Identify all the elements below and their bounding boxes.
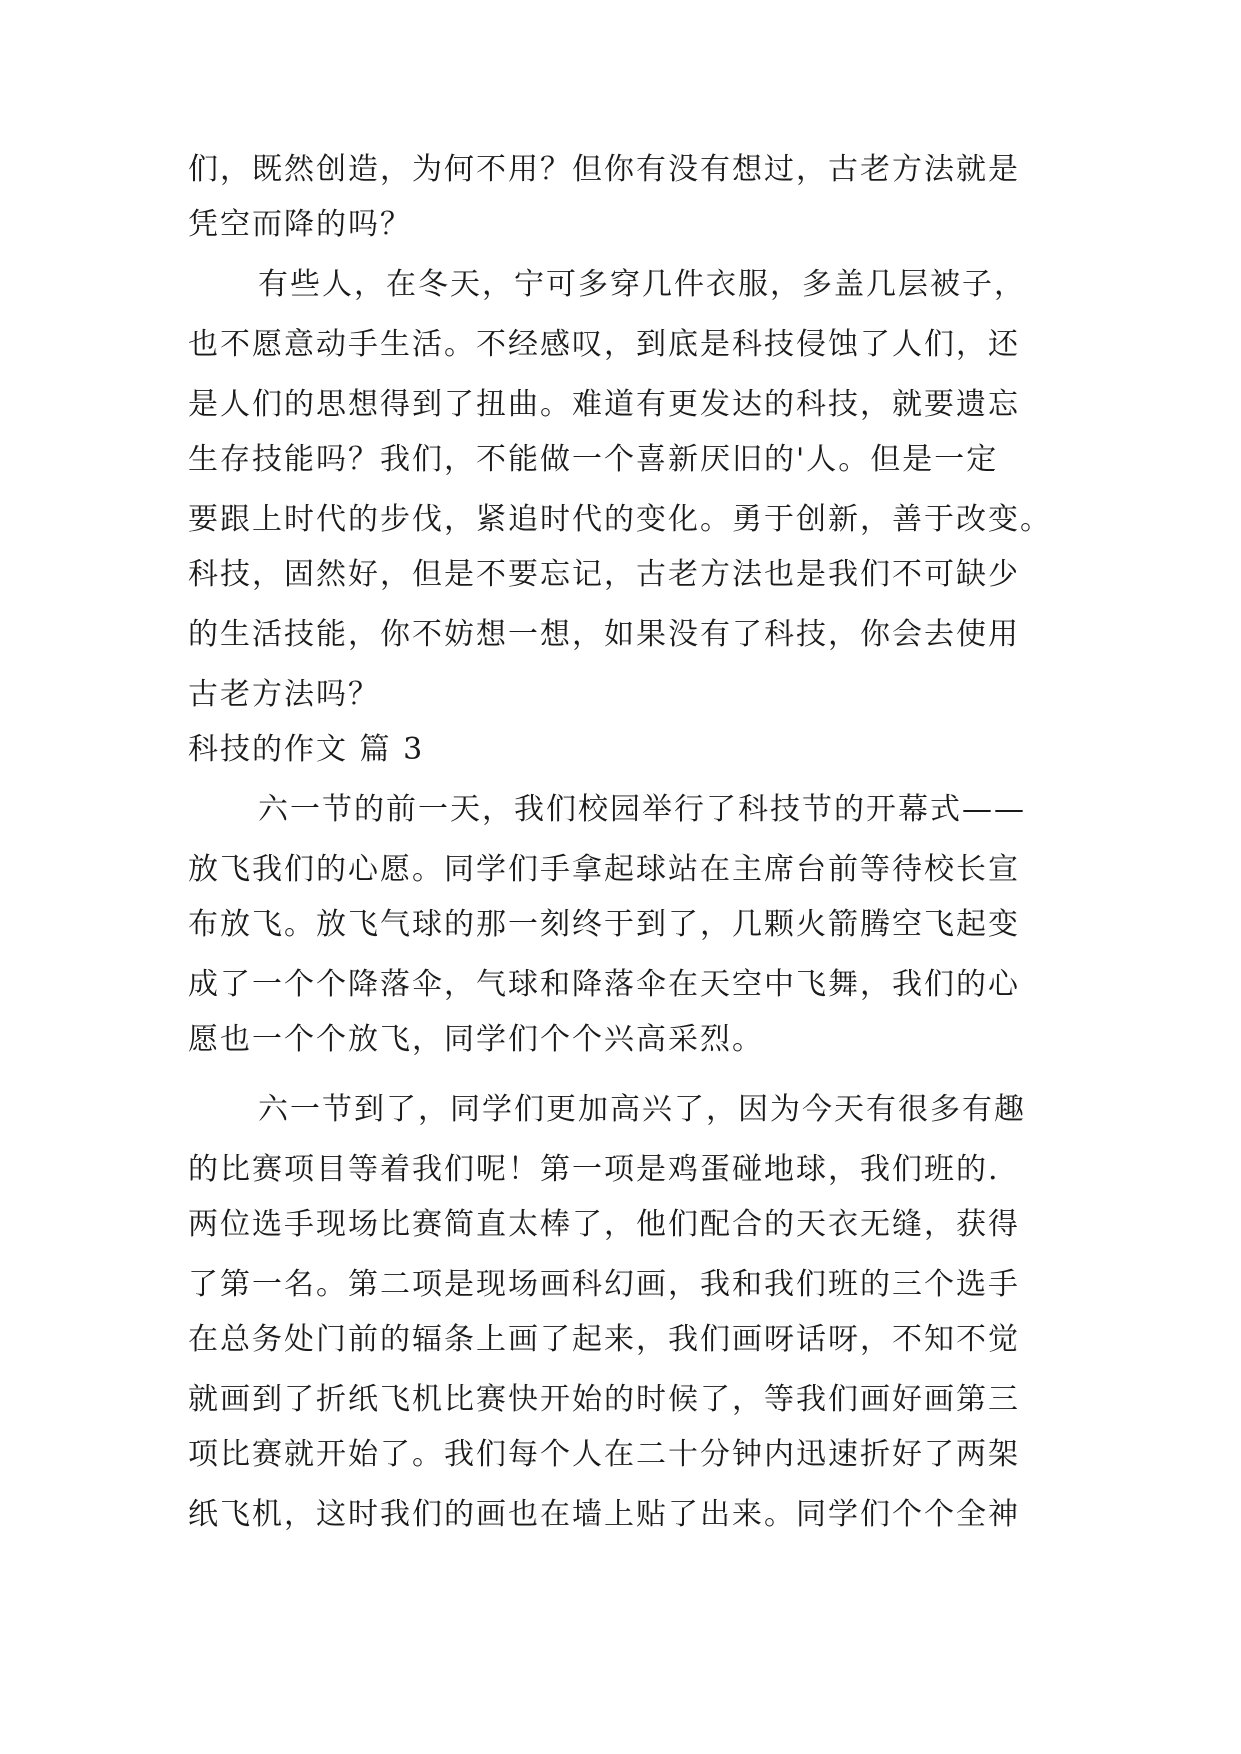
text-line: 们，既然创造，为何不用？但你有没有想过，古老方法就是 [188, 152, 1020, 187]
text-line: 科技，固然好，但是不要忘记，古老方法也是我们不可缺少 [188, 557, 1020, 592]
text-line: 也不愿意动手生活。不经感叹，到底是科技侵蚀了人们，还 [188, 327, 1020, 362]
text-line: 在总务处门前的辐条上画了起来，我们画呀话呀，不知不觉 [188, 1322, 1020, 1357]
section-heading: 科技的作文 篇 3 [188, 732, 425, 767]
text-line: 生存技能吗？我们，不能做一个喜新厌旧的'人。但是一定 [188, 442, 999, 477]
text-line: 纸飞机，这时我们的画也在墙上贴了出来。同学们个个全神 [188, 1497, 1020, 1532]
text-line: 了第一名。第二项是现场画科幻画，我和我们班的三个选手 [188, 1267, 1020, 1302]
text-line: 项比赛就开始了。我们每个人在二十分钟内迅速折好了两架 [188, 1437, 1020, 1472]
paragraph-first-line: 六一节的前一天，我们校园举行了科技节的开幕式—— [258, 792, 1026, 827]
text-line: 凭空而降的吗？ [188, 207, 412, 242]
text-line: 成了一个个降落伞，气球和降落伞在天空中飞舞，我们的心 [188, 967, 1020, 1002]
text-line: 布放飞。放飞气球的那一刻终于到了，几颗火箭腾空飞起变 [188, 907, 1020, 942]
text-line: 是人们的思想得到了扭曲。难道有更发达的科技，就要遗忘 [188, 387, 1020, 422]
text-line: 两位选手现场比赛简直太棒了，他们配合的天衣无缝，获得 [188, 1207, 1020, 1242]
text-line: 古老方法吗？ [188, 677, 380, 712]
text-line: 的生活技能，你不妨想一想，如果没有了科技，你会去使用 [188, 617, 1020, 652]
text-line: 的比赛项目等着我们呢！第一项是鸡蛋碰地球，我们班的. [188, 1152, 1000, 1187]
paragraph-first-line: 六一节到了，同学们更加高兴了，因为今天有很多有趣 [258, 1092, 1026, 1127]
text-line: 要跟上时代的步伐，紧追时代的变化。勇于创新，善于改变。 [188, 502, 1052, 537]
paragraph-first-line: 有些人，在冬天，宁可多穿几件衣服，多盖几层被子， [258, 267, 1026, 302]
text-line: 就画到了折纸飞机比赛快开始的时候了，等我们画好画第三 [188, 1382, 1020, 1417]
text-line: 放飞我们的心愿。同学们手拿起球站在主席台前等待校长宣 [188, 852, 1020, 887]
text-line: 愿也一个个放飞，同学们个个兴高采烈。 [188, 1022, 764, 1057]
